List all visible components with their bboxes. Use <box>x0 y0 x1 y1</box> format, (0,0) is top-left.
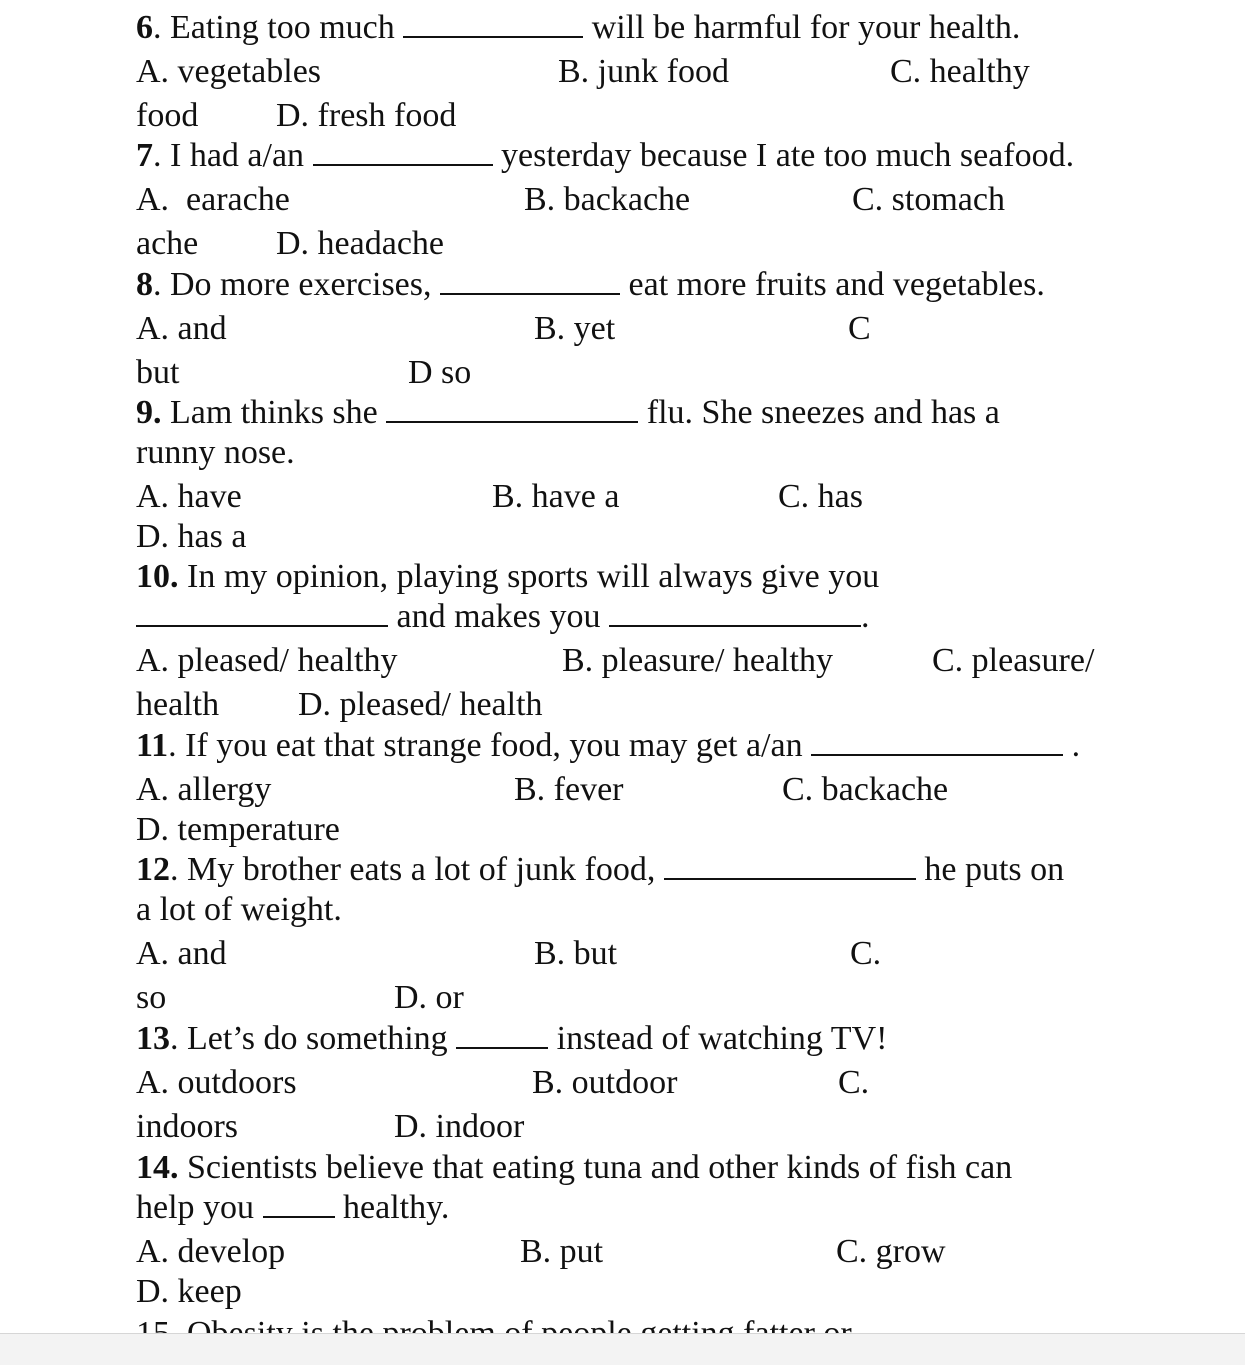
q14-option-b[interactable]: B. put <box>520 1233 604 1270</box>
question-14: 14. Scientists believe that eating tuna and other kinds of fish can <box>136 1149 1013 1186</box>
q6-option-c-cont: food <box>136 97 199 134</box>
question-7: 7. I had a/an yesterday because I ate too much seafood. <box>136 137 1075 174</box>
question-10: 10. In my opinion, playing sports will always give you <box>136 558 880 595</box>
q9-option-c[interactable]: C. has <box>778 478 863 515</box>
question-6: 6. Eating too much will be harmful for your health. <box>136 9 1021 46</box>
q9-option-d[interactable]: D. has a <box>136 518 247 555</box>
q8-option-d[interactable]: D so <box>408 354 472 391</box>
q8-option-a[interactable]: A. and <box>136 310 227 347</box>
answer-blank[interactable] <box>136 597 388 627</box>
answer-blank[interactable] <box>811 726 1063 756</box>
answer-blank[interactable] <box>403 8 583 38</box>
q8-option-c-cont: but <box>136 354 180 391</box>
answer-blank[interactable] <box>609 597 861 627</box>
q12-option-b[interactable]: B. but <box>534 935 618 972</box>
q6-option-b[interactable]: B. junk food <box>558 53 729 90</box>
q14-option-c[interactable]: C. grow <box>836 1233 946 1270</box>
q12-option-c-cont: so <box>136 979 167 1016</box>
question-10-line2: and makes you . <box>136 597 869 637</box>
bottom-scroll-area <box>0 1333 1245 1365</box>
answer-blank[interactable] <box>664 850 916 880</box>
question-13: 13. Let’s do something instead of watching TV! <box>136 1020 888 1057</box>
q7-option-b[interactable]: B. backache <box>524 181 691 218</box>
answer-blank[interactable] <box>313 136 493 166</box>
question-8: 8. Do more exercises, eat more fruits and vegetables. <box>136 266 1045 303</box>
q8-option-c[interactable]: C <box>848 310 871 347</box>
q7-option-d[interactable]: D. headache <box>276 225 445 262</box>
q6-option-c[interactable]: C. healthy <box>890 53 1030 90</box>
answer-blank[interactable] <box>440 265 620 295</box>
q7-option-a[interactable]: A. earache <box>136 181 290 218</box>
answer-blank[interactable] <box>386 393 638 423</box>
q11-option-a[interactable]: A. allergy <box>136 771 272 808</box>
q10-option-b[interactable]: B. pleasure/ healthy <box>562 642 833 679</box>
q8-option-b[interactable]: B. yet <box>534 310 616 347</box>
q12-option-a[interactable]: A. and <box>136 935 227 972</box>
q7-option-c[interactable]: C. stomach <box>852 181 1005 218</box>
question-12: 12. My brother eats a lot of junk food, he puts on <box>136 851 1065 888</box>
q7-option-c-cont: ache <box>136 225 199 262</box>
q11-option-b[interactable]: B. fever <box>514 771 624 808</box>
q11-option-c[interactable]: C. backache <box>782 771 949 808</box>
answer-blank[interactable] <box>456 1019 548 1049</box>
question-12-line2: a lot of weight. <box>136 891 342 928</box>
q14-option-d[interactable]: D. keep <box>136 1273 242 1310</box>
q6-option-d[interactable]: D. fresh food <box>276 97 457 134</box>
question-11: 11. If you eat that strange food, you may get a/an . <box>136 727 1081 764</box>
q6-option-a[interactable]: A. vegetables <box>136 53 322 90</box>
q12-option-d[interactable]: D. or <box>394 979 464 1016</box>
q13-option-c-cont: indoors <box>136 1108 238 1145</box>
q10-option-c-cont: health <box>136 686 220 723</box>
q13-option-d[interactable]: D. indoor <box>394 1108 525 1145</box>
q13-option-a[interactable]: A. outdoors <box>136 1064 297 1101</box>
q13-option-b[interactable]: B. outdoor <box>532 1064 678 1101</box>
q10-option-c[interactable]: C. pleasure/ <box>932 642 1095 679</box>
answer-blank[interactable] <box>263 1188 335 1218</box>
q14-option-a[interactable]: A. develop <box>136 1233 286 1270</box>
q9-option-a[interactable]: A. have <box>136 478 242 515</box>
q13-option-c[interactable]: C. <box>838 1064 870 1101</box>
q10-option-d[interactable]: D. pleased/ health <box>298 686 543 723</box>
question-14-line2: help you healthy. <box>136 1189 450 1226</box>
question-9: 9. Lam thinks she flu. She sneezes and has a <box>136 394 1000 431</box>
q10-option-a[interactable]: A. pleased/ healthy <box>136 642 398 679</box>
q11-option-d[interactable]: D. temperature <box>136 811 340 848</box>
q12-option-c[interactable]: C. <box>850 935 882 972</box>
q9-option-b[interactable]: B. have a <box>492 478 620 515</box>
question-9-line2: runny nose. <box>136 434 295 471</box>
